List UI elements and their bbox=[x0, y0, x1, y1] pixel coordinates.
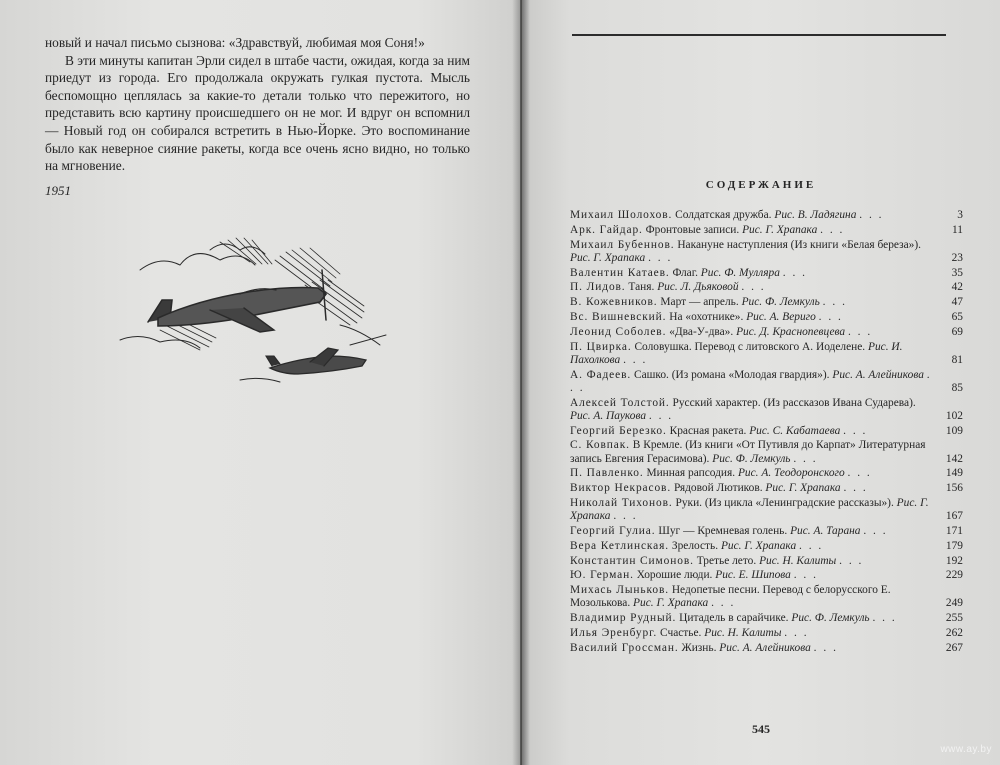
toc-illustrator: Рис. Н. Калиты bbox=[759, 554, 837, 567]
toc-entry bbox=[570, 341, 963, 367]
toc-entry bbox=[570, 540, 963, 553]
right-page bbox=[522, 0, 1000, 765]
story-paragraph: новый и начал письмо сызнова: «Здравствуй, любимая моя Соня!» bbox=[45, 35, 425, 50]
toc-title-text: Цитадель в сарайчике. bbox=[679, 612, 789, 625]
toc-page-number: 102 bbox=[945, 409, 963, 422]
toc-illustrator: Рис. Ф. Лемкуль bbox=[741, 296, 820, 309]
toc-leader-dots: . . . bbox=[613, 510, 638, 523]
toc-author: С. Ковпак. bbox=[570, 439, 630, 452]
toc-page-number: 11 bbox=[952, 223, 963, 236]
toc-leader-dots: . . . bbox=[741, 281, 766, 294]
story-text bbox=[45, 34, 470, 175]
toc-title-text: Накануне наступления (Из книги «Белая береза»). bbox=[677, 238, 921, 251]
toc-illustrator: Рис. Ф. Мулляра bbox=[700, 266, 780, 279]
toc-leader-dots: . . . bbox=[820, 223, 845, 236]
table-of-contents bbox=[570, 209, 963, 657]
toc-title-text: Зрелость. bbox=[671, 539, 719, 552]
toc-entry bbox=[570, 555, 963, 568]
toc-page-number: 171 bbox=[945, 524, 963, 537]
toc-page-number: 42 bbox=[951, 281, 963, 294]
toc-entry bbox=[570, 281, 963, 294]
toc-page-number: 3 bbox=[957, 209, 963, 221]
story-year: 1951 bbox=[45, 183, 71, 198]
toc-page-number: 142 bbox=[945, 452, 963, 465]
toc-title-text: Соловушка. Перевод с литовского А. Иоделене. bbox=[634, 340, 866, 353]
toc-page-number: 229 bbox=[945, 569, 963, 582]
toc-title-text: Русский характер. (Из рассказов Ивана Сударева). bbox=[672, 396, 916, 409]
toc-illustrator: Рис. Ф. Лемкуль bbox=[791, 612, 870, 625]
toc-title-text: На «охотнике». bbox=[669, 310, 744, 323]
toc-leader-dots: . . . bbox=[813, 641, 838, 654]
toc-leader-dots: . . . bbox=[793, 569, 818, 582]
toc-leader-dots: . . . bbox=[648, 251, 673, 264]
toc-page-number: 81 bbox=[951, 353, 963, 366]
toc-entry bbox=[570, 397, 963, 423]
toc-author: Георгий Березко. bbox=[570, 424, 667, 437]
header-rule bbox=[572, 34, 946, 36]
toc-author: Михаил Бубеннов. bbox=[570, 238, 675, 251]
toc-title-text: «Два-У-два». bbox=[669, 325, 734, 338]
toc-author: Валентин Катаев. bbox=[570, 266, 670, 279]
toc-leader-dots: . . . bbox=[847, 467, 872, 480]
toc-illustrator: Рис. А. Теодоронского bbox=[737, 467, 845, 480]
toc-leader-dots: . . . bbox=[843, 482, 868, 495]
toc-leader-dots: . . . bbox=[872, 612, 897, 625]
toc-title-text: Минная рапсодия. bbox=[646, 467, 736, 480]
toc-page-number: 267 bbox=[945, 641, 963, 654]
toc-entry bbox=[570, 239, 963, 265]
toc-page-number: 149 bbox=[945, 467, 963, 480]
toc-author: Константин Симонов. bbox=[570, 554, 694, 567]
toc-entry bbox=[570, 612, 963, 625]
toc-illustrator: Рис. Г. Храпака bbox=[570, 496, 929, 523]
toc-leader-dots: . . . bbox=[859, 209, 884, 221]
toc-illustrator: Рис. А. Вериго bbox=[746, 310, 816, 323]
toc-page-number: 255 bbox=[945, 612, 963, 625]
toc-author: Василий Гроссман. bbox=[570, 641, 679, 654]
toc-title-text: Флаг. bbox=[672, 266, 698, 279]
toc-page-number: 109 bbox=[945, 424, 963, 437]
toc-leader-dots: . . . bbox=[570, 368, 932, 394]
toc-entry bbox=[570, 267, 963, 280]
toc-leader-dots: . . . bbox=[648, 409, 674, 422]
toc-entry bbox=[570, 439, 963, 465]
toc-author: Виктор Некрасов. bbox=[570, 482, 672, 495]
toc-illustrator: Рис. Л. Дьяковой bbox=[657, 281, 739, 294]
toc-leader-dots: . . . bbox=[843, 424, 868, 437]
toc-page-number: 167 bbox=[945, 510, 963, 523]
toc-illustrator: Рис. А. Алейникова bbox=[832, 368, 924, 381]
toc-author: П. Лидов. bbox=[570, 281, 626, 294]
toc-illustrator: Рис. Д. Краснопевцева bbox=[736, 325, 846, 338]
toc-illustrator: Рис. Г. Храпака bbox=[633, 597, 709, 610]
toc-leader-dots: . . . bbox=[711, 597, 736, 610]
toc-entry bbox=[570, 425, 963, 438]
toc-page-number: 156 bbox=[945, 482, 963, 495]
toc-author: Вера Кетлинская. bbox=[570, 539, 670, 552]
toc-author: Вс. Вишневский. bbox=[570, 310, 667, 323]
toc-illustrator: Рис. Г. Храпака bbox=[742, 223, 818, 236]
toc-author: Арк. Гайдар. bbox=[570, 223, 643, 236]
toc-title-text: В Кремле. (Из книги «От Путивля до Карпат» Литературная запись Евгения Герасимова). bbox=[570, 439, 926, 465]
toc-title-text: Таня. bbox=[628, 281, 655, 294]
page-number: 545 bbox=[752, 722, 770, 736]
toc-entry bbox=[570, 525, 963, 538]
toc-illustrator: Рис. Ф. Лемкуль bbox=[712, 452, 791, 465]
toc-page-number: 85 bbox=[951, 381, 963, 394]
toc-page-number: 23 bbox=[951, 251, 963, 264]
toc-title-text: Жизнь. bbox=[681, 641, 717, 654]
toc-entry bbox=[570, 482, 963, 495]
toc-leader-dots: . . . bbox=[822, 296, 847, 309]
watermark: www.ay.by bbox=[940, 744, 992, 755]
toc-author: Алексей Толстой. bbox=[570, 396, 670, 409]
toc-illustrator: Рис. А. Алейникова bbox=[719, 641, 811, 654]
toc-author: Илья Эренбург. bbox=[570, 626, 658, 639]
toc-author: Георгий Гулиа. bbox=[570, 524, 656, 537]
toc-entry bbox=[570, 369, 963, 395]
toc-title-text: Красная ракета. bbox=[669, 424, 747, 437]
toc-entry bbox=[570, 224, 963, 237]
toc-illustrator: Рис. Г. Храпака bbox=[765, 482, 841, 495]
toc-title: СОДЕРЖАНИЕ bbox=[705, 179, 817, 191]
toc-illustrator: Рис. Н. Калиты bbox=[704, 626, 782, 639]
toc-title-text: Сашко. (Из романа «Молодая гвардия»). bbox=[633, 368, 830, 381]
toc-illustrator: Рис. Е. Шипова bbox=[715, 569, 791, 582]
toc-entry bbox=[570, 467, 963, 480]
toc-author: П. Цвирка. bbox=[570, 340, 632, 353]
toc-author: П. Павленко. bbox=[570, 467, 644, 480]
toc-entry bbox=[570, 296, 963, 309]
story-paragraph: В эти минуты капитан Эрли сидел в штабе части, ожидая, когда за ним приедут из города. Его продолжала окружать гулкая пустота. Мысль беспомощно цеплялась за какие-то детали только что пережитого, но представить всю картину происшедшего он не мог. И вдруг он вспомнил — Новый год он собирался встретить в Нью-Йорке. Это воспоминание было как неверное сияние ракеты, когда все очень ясно видно, но только на мгновение. bbox=[45, 52, 470, 174]
toc-illustrator: Рис. Г. Храпака bbox=[720, 539, 797, 552]
toc-leader-dots: . . . bbox=[818, 310, 843, 323]
toc-leader-dots: . . . bbox=[847, 325, 873, 338]
toc-leader-dots: . . . bbox=[623, 353, 648, 366]
toc-entry bbox=[570, 326, 963, 339]
toc-entry bbox=[570, 642, 963, 655]
toc-title-text: Недопетые песни. Перевод с белорусского Е. Мозолькова. bbox=[570, 584, 891, 610]
toc-illustrator: Рис. В. Ладягина bbox=[774, 209, 857, 221]
toc-illustrator: Рис. С. Кабатаева bbox=[749, 424, 841, 437]
toc-entry bbox=[570, 497, 963, 523]
airplanes-illustration bbox=[100, 230, 390, 390]
toc-title-text: Март — апрель. bbox=[660, 296, 739, 309]
toc-author: Ю. Герман. bbox=[570, 569, 634, 582]
toc-leader-dots: . . . bbox=[784, 626, 809, 639]
toc-title-text: Счастье. bbox=[660, 626, 702, 639]
toc-leader-dots: . . . bbox=[799, 539, 824, 552]
toc-page-number: 249 bbox=[945, 597, 963, 610]
toc-author: Михась Лыньков. bbox=[570, 584, 669, 597]
toc-leader-dots: . . . bbox=[782, 266, 808, 279]
toc-page-number: 47 bbox=[951, 296, 963, 309]
toc-illustrator: Рис. А. Паукова bbox=[570, 409, 647, 422]
toc-title-text: Руки. (Из цикла «Ленинградские рассказы»). bbox=[675, 496, 894, 509]
toc-entry bbox=[570, 569, 963, 582]
toc-title-text: Шуг — Кремневая голень. bbox=[658, 524, 788, 537]
toc-author: Владимир Рудный. bbox=[570, 612, 677, 625]
toc-author: В. Кожевников. bbox=[570, 296, 658, 309]
toc-illustrator: Рис. А. Тарана bbox=[790, 524, 861, 537]
toc-leader-dots: . . . bbox=[839, 554, 864, 567]
toc-author: Николай Тихонов. bbox=[570, 496, 673, 509]
toc-leader-dots: . . . bbox=[863, 524, 888, 537]
toc-entry bbox=[570, 311, 963, 324]
book-gutter bbox=[512, 0, 530, 765]
toc-leader-dots: . . . bbox=[793, 452, 818, 465]
toc-page-number: 65 bbox=[951, 310, 963, 323]
toc-title-text: Третье лето. bbox=[696, 554, 757, 567]
toc-title-text: Солдатская дружба. bbox=[675, 209, 772, 221]
toc-page-number: 69 bbox=[951, 325, 963, 338]
toc-page-number: 179 bbox=[945, 539, 963, 552]
toc-entry bbox=[570, 209, 963, 222]
toc-entry bbox=[570, 584, 963, 610]
toc-page-number: 192 bbox=[945, 554, 963, 567]
toc-author: Леонид Соболев. bbox=[570, 325, 667, 338]
toc-entry bbox=[570, 627, 963, 640]
toc-illustrator: Рис. Г. Храпака bbox=[570, 251, 646, 264]
toc-title-text: Хорошие люди. bbox=[636, 569, 713, 582]
toc-title-text: Рядовой Лютиков. bbox=[673, 482, 763, 495]
toc-page-number: 262 bbox=[945, 626, 963, 639]
toc-page-number: 35 bbox=[951, 266, 963, 279]
toc-author: Михаил Шолохов. bbox=[570, 209, 673, 221]
toc-illustrator: Рис. И. Пахолкова bbox=[570, 340, 903, 366]
toc-author: А. Фадеев. bbox=[570, 368, 632, 381]
toc-title-text: Фронтовые записи. bbox=[645, 223, 740, 236]
